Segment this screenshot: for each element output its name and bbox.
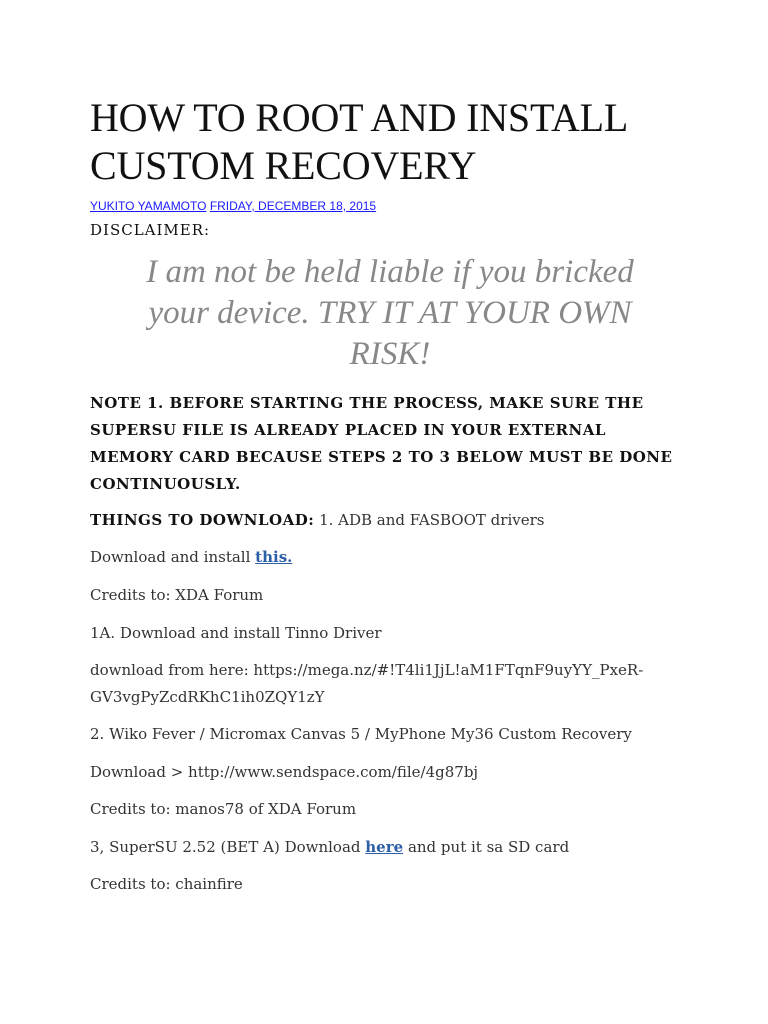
- credits-chainfire: Credits to: chainfire: [90, 875, 243, 893]
- quote-line-2: your device. TRY IT AT YOUR OWN: [148, 295, 632, 331]
- note-paragraph: [90, 390, 690, 498]
- supersu-prefix: 3, SuperSU 2.52 (BET A) Download: [90, 838, 366, 856]
- tinno-url-line-2: GV3vgPyZcdRKhC1ih0ZQY1zY: [90, 688, 325, 706]
- byline: [90, 199, 376, 213]
- this-link[interactable]: this.: [255, 548, 293, 566]
- title-line-2: CUSTOM RECOVERY: [90, 143, 477, 188]
- download-item-3: [90, 837, 569, 857]
- download-item-1-install: [90, 547, 292, 567]
- note-line-2: SUPERSU FILE IS ALREADY PLACED IN YOUR EXTERNAL: [90, 421, 606, 439]
- note-line-3: MEMORY CARD BECAUSE STEPS 2 TO 3 BELOW MUST BE DONE: [90, 448, 673, 466]
- install-prefix: Download and install: [90, 548, 256, 566]
- date-link[interactable]: FRIDAY, DECEMBER 18, 2015: [209, 199, 377, 213]
- downloads-heading: THINGS TO DOWNLOAD:: [90, 511, 315, 529]
- page-title: [90, 94, 690, 190]
- note-line-4: CONTINUOUSLY.: [90, 475, 241, 493]
- title-line-1: HOW TO ROOT AND INSTALL: [90, 95, 629, 140]
- credits-manos78: Credits to: manos78 of XDA Forum: [90, 800, 357, 818]
- download-item-2: 2. Wiko Fever / Micromax Canvas 5 / MyPhone My36 Custom Recovery: [90, 725, 632, 743]
- note-line-1: NOTE 1. BEFORE STARTING THE PROCESS, MAKE SURE THE: [90, 394, 644, 412]
- author-link[interactable]: YUKITO YAMAMOTO: [90, 199, 207, 213]
- quote-line-1: I am not be held liable if you bricked: [146, 254, 634, 290]
- download-item-1: 1. ADB and FASBOOT drivers: [314, 511, 545, 529]
- disclaimer-label: DISCLAIMER:: [90, 221, 211, 239]
- here-link[interactable]: here: [365, 838, 404, 856]
- recovery-download: Download > http://www.sendspace.com/file/4g87bj: [90, 763, 479, 781]
- credits-xda: Credits to: XDA Forum: [90, 586, 264, 604]
- download-item-1a: 1A. Download and install Tinno Driver: [90, 624, 382, 642]
- downloads-heading-line: [90, 510, 544, 530]
- supersu-suffix: and put it sa SD card: [403, 838, 570, 856]
- tinno-url-line-1: download from here: https://mega.nz/#!T4li1JjL!aM1FTqnF9uyYY_PxeR-: [90, 661, 644, 679]
- disclaimer-quote: [90, 252, 690, 375]
- quote-line-3: RISK!: [349, 336, 431, 372]
